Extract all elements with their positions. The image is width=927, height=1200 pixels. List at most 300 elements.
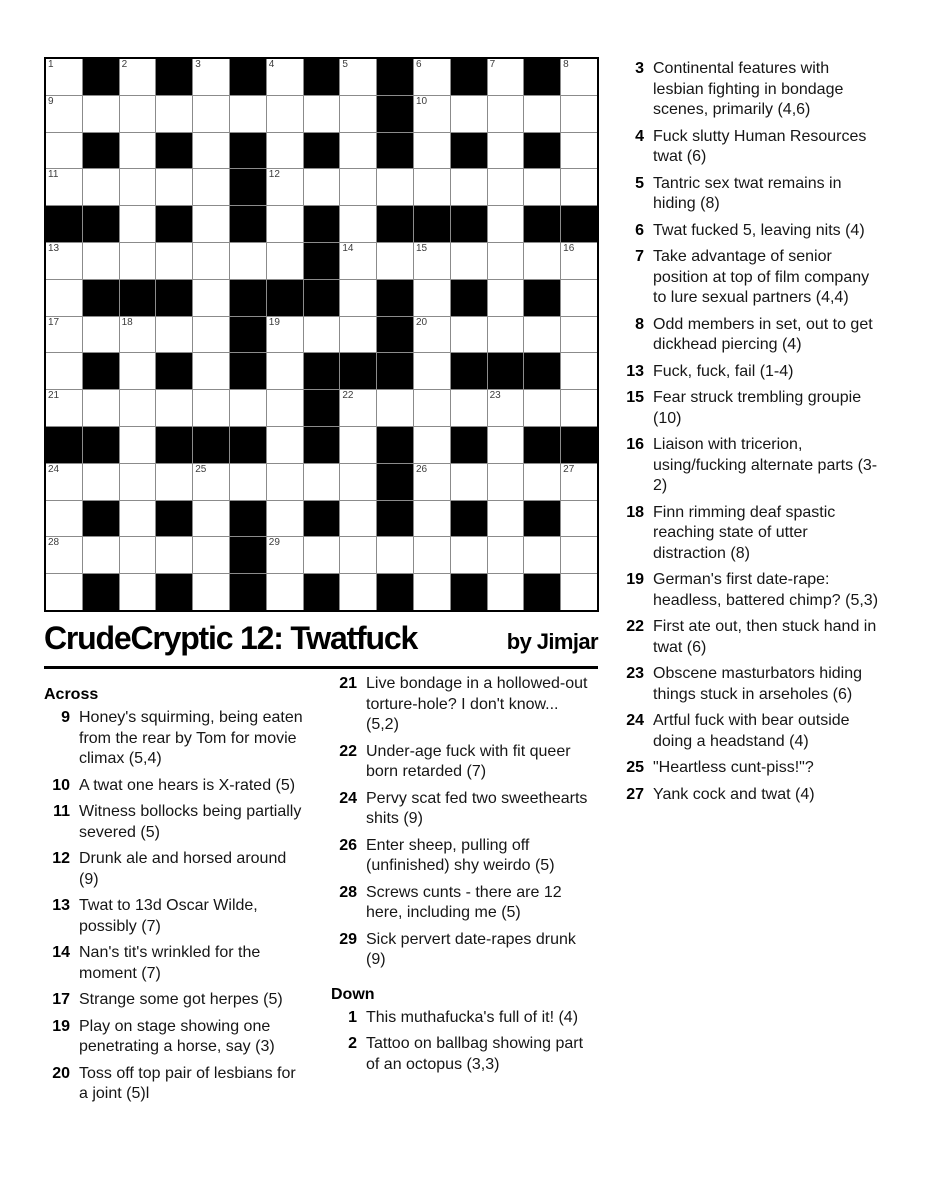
black-cell <box>561 206 597 242</box>
cell-number: 23 <box>489 390 501 402</box>
white-cell <box>524 96 560 132</box>
white-cell <box>120 243 156 279</box>
white-cell <box>561 169 597 205</box>
white-cell <box>340 574 376 610</box>
cell-number: 21 <box>48 390 60 402</box>
clue-text: Screws cunts - there are 12 here, including me (5) <box>366 883 562 921</box>
white-cell <box>193 574 229 610</box>
white-cell <box>193 501 229 537</box>
black-cell <box>83 574 119 610</box>
clue-text: Fuck, fuck, fail (1-4) <box>653 362 794 380</box>
clue-across-9 <box>44 708 310 770</box>
clue-text: Pervy scat fed two sweethearts shits (9) <box>366 789 588 827</box>
white-cell <box>414 317 450 353</box>
black-cell <box>230 353 266 389</box>
cell-number: 28 <box>48 537 60 549</box>
white-cell <box>267 427 303 463</box>
clue-number: 24 <box>626 712 644 729</box>
clue-number: 19 <box>626 571 644 588</box>
clue-across-17 <box>44 990 310 1011</box>
cell-number: 5 <box>342 59 348 70</box>
black-cell <box>377 206 413 242</box>
white-cell <box>340 537 376 573</box>
white-cell <box>561 280 597 316</box>
white-cell <box>451 169 487 205</box>
black-cell <box>83 427 119 463</box>
clue-number: 27 <box>626 785 644 803</box>
clue-text: Witness bollocks being partially severed (5) <box>79 803 302 841</box>
white-cell <box>83 537 119 573</box>
cell-number: 19 <box>268 316 280 328</box>
clue-number: 15 <box>626 389 644 406</box>
crossword-grid <box>44 57 599 612</box>
white-cell <box>414 501 450 537</box>
white-cell <box>46 501 82 537</box>
clue-heading-down: Down <box>331 985 375 1003</box>
white-cell <box>267 537 303 573</box>
cell-number: 9 <box>48 95 54 107</box>
clue-number: 8 <box>635 315 644 333</box>
white-cell <box>156 96 192 132</box>
white-cell <box>120 574 156 610</box>
white-cell <box>561 317 597 353</box>
white-cell <box>193 59 229 95</box>
clue-text: Liaison with tricerion, using/fucking alternate parts (3-2) <box>653 436 878 494</box>
clue-across-10 <box>44 776 310 797</box>
white-cell <box>561 96 597 132</box>
white-cell <box>488 537 524 573</box>
clue-number: 23 <box>626 665 644 682</box>
white-cell <box>524 317 560 353</box>
cell-number: 24 <box>48 463 60 475</box>
white-cell <box>488 390 524 426</box>
white-cell <box>46 537 82 573</box>
black-cell <box>451 133 487 169</box>
clue-across-19 <box>44 1017 310 1058</box>
black-cell <box>524 353 560 389</box>
white-cell <box>488 317 524 353</box>
white-cell <box>340 96 376 132</box>
white-cell <box>561 353 597 389</box>
white-cell <box>488 243 524 279</box>
white-cell <box>83 317 119 353</box>
cell-number: 12 <box>268 169 280 181</box>
white-cell <box>46 464 82 500</box>
cell-number: 6 <box>415 59 422 70</box>
white-cell <box>488 206 524 242</box>
white-cell <box>377 243 413 279</box>
clue-text: Tattoo on ballbag showing part of an octopus (3,3) <box>366 1035 584 1073</box>
white-cell <box>524 243 560 279</box>
white-cell <box>414 133 450 169</box>
white-cell <box>46 96 82 132</box>
white-cell <box>120 390 156 426</box>
white-cell <box>414 280 450 316</box>
clue-down-2 <box>331 1034 597 1075</box>
clue-number: 22 <box>626 618 644 635</box>
white-cell <box>120 169 156 205</box>
white-cell <box>156 169 192 205</box>
clue-down-25 <box>618 758 898 779</box>
white-cell <box>83 464 119 500</box>
black-cell <box>377 133 413 169</box>
clue-number: 22 <box>339 742 357 760</box>
clue-number: 12 <box>52 850 70 867</box>
clue-text: Fear struck trembling groupie (10) <box>653 389 862 427</box>
white-cell <box>488 169 524 205</box>
white-cell <box>120 59 156 95</box>
white-cell <box>340 243 376 279</box>
black-cell <box>230 133 266 169</box>
white-cell <box>304 537 340 573</box>
clue-number: 4 <box>635 127 644 145</box>
black-cell <box>156 353 192 389</box>
clue-number: 18 <box>626 503 644 521</box>
black-cell <box>524 280 560 316</box>
white-cell <box>488 59 524 95</box>
black-cell <box>451 353 487 389</box>
black-cell <box>83 59 119 95</box>
clue-across-28 <box>331 883 597 924</box>
white-cell <box>83 96 119 132</box>
clue-across-13 <box>44 896 310 937</box>
white-cell <box>340 464 376 500</box>
clue-number: 19 <box>52 1017 70 1035</box>
black-cell <box>451 427 487 463</box>
clue-number: 10 <box>52 776 70 794</box>
clue-text: Strange some got herpes (5) <box>79 991 283 1008</box>
black-cell <box>230 537 266 573</box>
clue-number: 21 <box>339 675 357 692</box>
white-cell <box>120 353 156 389</box>
white-cell <box>340 133 376 169</box>
clue-column-left <box>44 686 310 1111</box>
black-cell <box>524 133 560 169</box>
white-cell <box>304 169 340 205</box>
clue-down-3 <box>618 59 898 121</box>
black-cell <box>230 59 266 95</box>
white-cell <box>524 537 560 573</box>
white-cell <box>377 537 413 573</box>
white-cell <box>46 59 82 95</box>
clue-number: 1 <box>348 1008 357 1026</box>
black-cell <box>377 96 413 132</box>
clue-across-29 <box>331 930 597 971</box>
white-cell <box>230 390 266 426</box>
cell-number: 10 <box>415 95 428 107</box>
white-cell <box>156 390 192 426</box>
black-cell <box>451 501 487 537</box>
clue-text: Obscene masturbators hiding things stuck in arseholes (6) <box>653 665 862 703</box>
clue-text: Under-age fuck with fit queer born retarded (7) <box>366 742 571 780</box>
white-cell <box>561 537 597 573</box>
clue-number: 7 <box>635 248 644 265</box>
cell-number: 27 <box>563 463 575 475</box>
white-cell <box>46 574 82 610</box>
white-cell <box>120 96 156 132</box>
black-cell <box>377 464 413 500</box>
white-cell <box>414 353 450 389</box>
white-cell <box>524 464 560 500</box>
cell-number: 3 <box>195 59 201 70</box>
black-cell <box>377 280 413 316</box>
clue-down-22 <box>618 617 898 658</box>
cell-number: 25 <box>195 463 207 475</box>
clue-across-24 <box>331 789 597 830</box>
clue-text: Yank cock and twat (4) <box>653 785 815 803</box>
white-cell <box>267 390 303 426</box>
black-cell <box>156 206 192 242</box>
clue-number: 11 <box>53 803 70 820</box>
white-cell <box>414 574 450 610</box>
cell-number: 18 <box>121 316 133 328</box>
white-cell <box>46 169 82 205</box>
black-cell <box>377 317 413 353</box>
black-cell <box>230 169 266 205</box>
white-cell <box>267 317 303 353</box>
white-cell <box>46 243 82 279</box>
cell-number: 14 <box>342 242 354 254</box>
black-cell <box>230 427 266 463</box>
clue-text: Tantric sex twat remains in hiding (8) <box>653 174 842 212</box>
clue-number: 13 <box>52 897 70 914</box>
clue-down-19 <box>618 570 898 611</box>
clue-number: 14 <box>52 944 70 961</box>
white-cell <box>120 501 156 537</box>
white-cell <box>488 96 524 132</box>
black-cell <box>561 427 597 463</box>
black-cell <box>267 280 303 316</box>
white-cell <box>524 169 560 205</box>
clue-down-15 <box>618 388 898 429</box>
clue-down-5 <box>618 174 898 215</box>
white-cell <box>46 317 82 353</box>
white-cell <box>561 574 597 610</box>
white-cell <box>340 206 376 242</box>
white-cell <box>193 353 229 389</box>
cell-number: 17 <box>48 316 60 328</box>
clue-number: 16 <box>626 436 644 453</box>
black-cell <box>451 574 487 610</box>
clue-across-26 <box>331 836 597 877</box>
clue-text: Toss off top pair of lesbians for a joint (5)l <box>79 1064 296 1102</box>
white-cell <box>193 169 229 205</box>
white-cell <box>267 133 303 169</box>
white-cell <box>46 280 82 316</box>
white-cell <box>267 59 303 95</box>
clue-text: This muthafucka's full of it! (4) <box>366 1008 579 1026</box>
cell-number: 4 <box>268 59 275 70</box>
white-cell <box>414 169 450 205</box>
white-cell <box>120 133 156 169</box>
clue-down-8 <box>618 315 898 356</box>
white-cell <box>488 280 524 316</box>
black-cell <box>377 574 413 610</box>
black-cell <box>193 427 229 463</box>
white-cell <box>230 243 266 279</box>
black-cell <box>377 353 413 389</box>
white-cell <box>120 464 156 500</box>
cell-number: 15 <box>415 242 428 254</box>
white-cell <box>414 464 450 500</box>
white-cell <box>83 169 119 205</box>
page-title: CrudeCryptic 12: Twatfuck <box>44 620 418 656</box>
black-cell <box>377 59 413 95</box>
black-cell <box>304 353 340 389</box>
black-cell <box>156 427 192 463</box>
clue-number: 13 <box>626 362 644 380</box>
black-cell <box>156 280 192 316</box>
black-cell <box>156 133 192 169</box>
white-cell <box>46 353 82 389</box>
white-cell <box>156 537 192 573</box>
black-cell <box>83 353 119 389</box>
white-cell <box>304 464 340 500</box>
clue-number: 28 <box>339 883 357 901</box>
black-cell <box>46 206 82 242</box>
clue-down-13 <box>618 362 898 383</box>
clue-column-right <box>618 59 898 811</box>
white-cell <box>340 169 376 205</box>
white-cell <box>46 133 82 169</box>
white-cell <box>267 243 303 279</box>
white-cell <box>230 96 266 132</box>
cell-number: 16 <box>563 242 575 254</box>
white-cell <box>414 59 450 95</box>
white-cell <box>120 317 156 353</box>
black-cell <box>304 206 340 242</box>
white-cell <box>488 574 524 610</box>
white-cell <box>451 96 487 132</box>
black-cell <box>451 280 487 316</box>
white-cell <box>561 243 597 279</box>
cell-number: 29 <box>268 537 280 549</box>
clue-text: Honey's squirming, being eaten from the rear by Tom for movie climax (5,4) <box>79 709 303 767</box>
white-cell <box>414 390 450 426</box>
white-cell <box>488 501 524 537</box>
cell-number: 8 <box>563 59 569 70</box>
black-cell <box>304 574 340 610</box>
black-cell <box>83 133 119 169</box>
white-cell <box>193 280 229 316</box>
white-cell <box>561 59 597 95</box>
black-cell <box>83 206 119 242</box>
clue-down-18 <box>618 503 898 565</box>
clue-text: "Heartless cunt-piss!"? <box>653 759 814 776</box>
black-cell <box>304 280 340 316</box>
clue-number: 3 <box>635 60 644 77</box>
white-cell <box>414 537 450 573</box>
clue-text: Twat to 13d Oscar Wilde, possibly (7) <box>79 897 258 935</box>
white-cell <box>156 317 192 353</box>
black-cell <box>414 206 450 242</box>
clue-number: 5 <box>635 174 644 192</box>
byline: by Jimjar <box>506 629 598 654</box>
clue-down-1 <box>331 1008 597 1029</box>
clue-down-16 <box>618 435 898 497</box>
white-cell <box>267 96 303 132</box>
white-cell <box>304 96 340 132</box>
white-cell <box>267 169 303 205</box>
clue-down-7 <box>618 247 898 309</box>
clue-across-12 <box>44 849 310 890</box>
white-cell <box>488 133 524 169</box>
black-cell <box>524 574 560 610</box>
white-cell <box>193 317 229 353</box>
clue-text: Sick pervert date-rapes drunk (9) <box>366 930 576 968</box>
clue-number: 17 <box>52 991 70 1008</box>
white-cell <box>377 390 413 426</box>
white-cell <box>340 59 376 95</box>
white-cell <box>451 464 487 500</box>
black-cell <box>83 280 119 316</box>
clue-across-11 <box>44 802 310 843</box>
white-cell <box>451 390 487 426</box>
white-cell <box>414 243 450 279</box>
white-cell <box>267 574 303 610</box>
clue-number: 20 <box>52 1064 70 1082</box>
clue-text: Fuck slutty Human Resources twat (6) <box>653 127 867 165</box>
white-cell <box>451 243 487 279</box>
black-cell <box>304 59 340 95</box>
cell-number: 13 <box>48 242 60 254</box>
white-cell <box>561 501 597 537</box>
white-cell <box>83 243 119 279</box>
white-cell <box>193 537 229 573</box>
white-cell <box>340 427 376 463</box>
white-cell <box>414 427 450 463</box>
cell-number: 2 <box>121 59 128 70</box>
title-bar <box>44 620 598 669</box>
white-cell <box>561 390 597 426</box>
black-cell <box>304 427 340 463</box>
white-cell <box>340 317 376 353</box>
white-cell <box>193 464 229 500</box>
white-cell <box>524 390 560 426</box>
clue-number: 6 <box>635 221 644 239</box>
clue-across-14 <box>44 943 310 984</box>
white-cell <box>267 353 303 389</box>
clue-number: 29 <box>339 930 357 948</box>
white-cell <box>120 427 156 463</box>
clue-text: Artful fuck with bear outside doing a headstand (4) <box>653 712 850 750</box>
clue-number: 25 <box>626 759 644 776</box>
black-cell <box>340 353 376 389</box>
clue-column-middle <box>331 674 597 1081</box>
black-cell <box>524 59 560 95</box>
white-cell <box>83 390 119 426</box>
black-cell <box>46 427 82 463</box>
clue-across-21 <box>331 674 597 736</box>
clue-text: Play on stage showing one penetrating a horse, say (3) <box>79 1017 275 1055</box>
clue-text: Enter sheep, pulling off (unfinished) shy weirdo (5) <box>366 836 555 874</box>
white-cell <box>414 96 450 132</box>
cell-number: 7 <box>489 59 496 70</box>
black-cell <box>451 206 487 242</box>
black-cell <box>524 206 560 242</box>
clue-text: German's first date-rape: headless, battered chimp? (5,3) <box>653 571 879 609</box>
black-cell <box>120 280 156 316</box>
black-cell <box>377 427 413 463</box>
white-cell <box>488 427 524 463</box>
clue-text: Nan's tit's wrinkled for the moment (7) <box>79 944 261 982</box>
cell-number: 11 <box>48 169 59 181</box>
clue-number: 2 <box>348 1035 357 1052</box>
black-cell <box>524 501 560 537</box>
clue-down-23 <box>618 664 898 705</box>
white-cell <box>304 317 340 353</box>
clue-number: 24 <box>339 789 357 807</box>
